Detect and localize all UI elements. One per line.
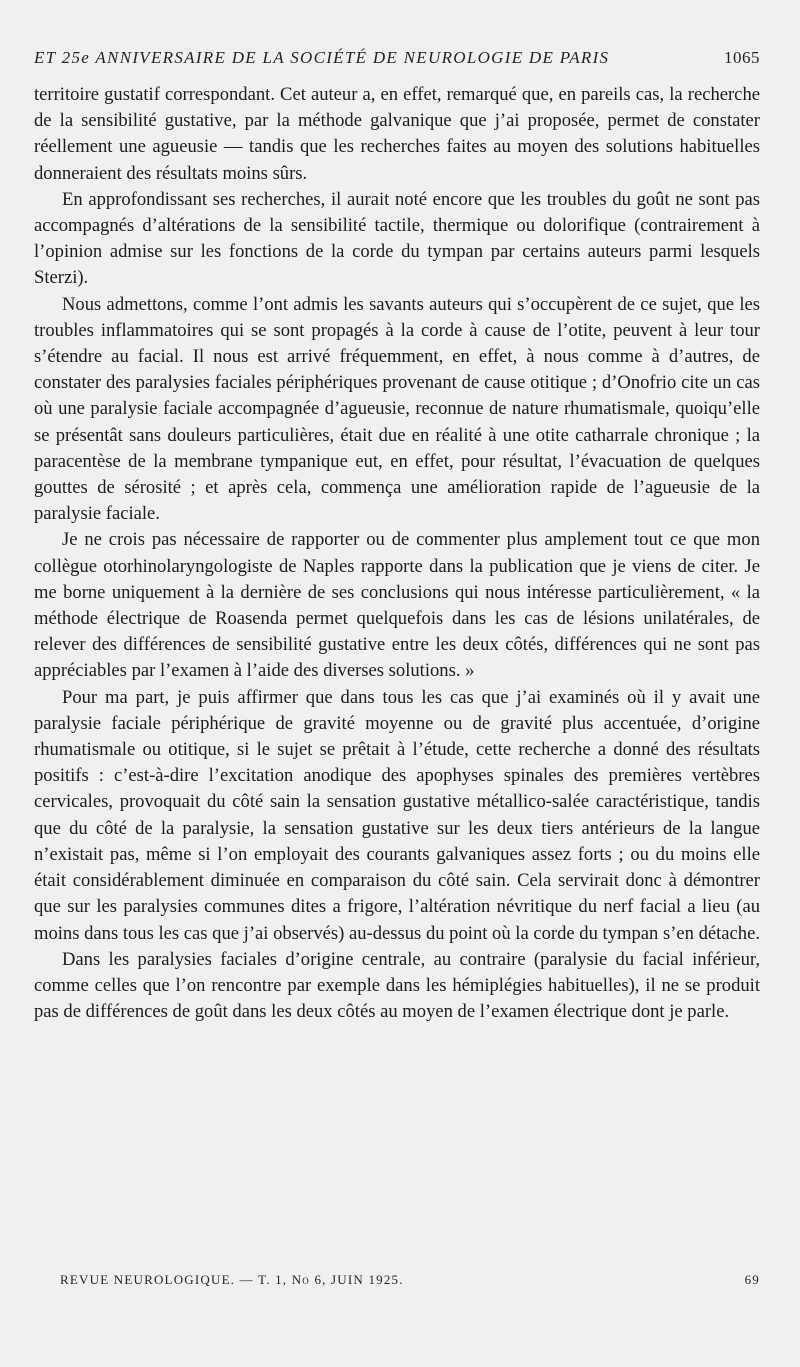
journal-reference: REVUE NEUROLOGIQUE. — T. 1, No 6, JUIN 1925. [60,1272,404,1287]
page-footer [60,1272,760,1288]
paragraph-2: En approfondissant ses recherches, il aurait noté encore que les troubles du goût ne sont pas accompagnés d’altérations de la sensibilité tactile, thermique ou dolorifique (contrairement à l’opinion admise sur les fonctions de la corde du tympan par certains auteurs parmi lesquels Sterzi). [34,188,760,289]
running-title: ET 25e ANNIVERSAIRE DE LA SOCIÉTÉ DE NEUROLOGIE DE PARIS [34,48,610,67]
article-body [34,82,760,1025]
paragraph-1: territoire gustatif correspondant. Cet auteur a, en effet, remarqué que, en pareils cas, la recherche de la sensibilité gustative, par la méthode galvanique que j’ai proposée, permet de constater réellement une agueusie — tandis que les recherches faites au moyen des solutions habituelles donneraient des résultats moins sûrs. [34,84,760,184]
paragraph-6: Dans les paralysies faciales d’origine centrale, au contraire (paralysie du facial inférieur, comme celles que l’on rencontre par exemple dans les hémiplégies habituelles), il ne se produit pas de différences de goût dans les deux côtés au moyen de l’examen électrique dont je parle. [34,948,760,1023]
signature-mark: 69 [744,1272,760,1287]
page-number: 1065 [724,48,760,67]
running-header [34,48,760,68]
paragraph-3: Nous admettons, comme l’ont admis les savants auteurs qui s’occupèrent de ce sujet, que les troubles inflammatoires qui se sont propagés à la corde à cause de l’otite, peuvent à leur tour s’étendre au facial. Il nous est arrivé fréquemment, en effet, à nous comme à d’autres, de constater des paralysies faciales périphériques provenant de cause otitique ; d’Onofrio cite un cas où une paralysie faciale accompagnée d’agueusie, reconnue de nature rhumatismale, quoiqu’elle se présentât sans douleurs particulières, était due en réalité à une otite catharrale chronique ; la paracentèse de la membrane tympanique eut, en effet, pour résultat, l’évacuation de quelques gouttes de sérosité ; et après cela, commença une amélioration rapide de l’agueusie de la paralysie faciale. [34,293,760,525]
paragraph-5: Pour ma part, je puis affirmer que dans tous les cas que j’ai examinés où il y avait une paralysie faciale périphérique de gravité moyenne ou de gravité plus accentuée, d’origine rhumatismale ou otitique, si le sujet se prêtait à l’étude, cette recherche a donné des résultats positifs : c’est-à-dire l’excitation anodique des apophyses spinales des premières vertèbres cervicales, provoquait du côté sain la sensation gustative métallico-salée caractéristique, tandis que du côté de la paralysie, la sensation gustative sur les deux tiers antérieurs de la langue n’existait pas, même si l’on employait des courants galvaniques assez forts ; ou du moins elle était considérablement diminuée en comparaison du côté sain. Cela servirait donc à démontrer que sur les paralysies communes dites a frigore, l’altération névritique du nerf facial a lieu (au moins dans tous les cas que j’ai observés) au-dessus du point où la corde du tympan s’en détache. [34,686,761,944]
paragraph-4: Je ne crois pas nécessaire de rapporter ou de commenter plus amplement tout ce que mon collègue otorhinolaryngologiste de Naples rapporte dans la publication que je viens de citer. Je me borne uniquement à la dernière de ses conclusions qui nous intéresse particulièrement, « la méthode électrique de Roasenda permet quelquefois dans les cas de lésions unilatérales, de relever des différences de sensibilité gustative entre les deux côtés, différences qui ne sont pas appréciables par l’examen à l’aide des diverses solutions. » [34,529,760,682]
